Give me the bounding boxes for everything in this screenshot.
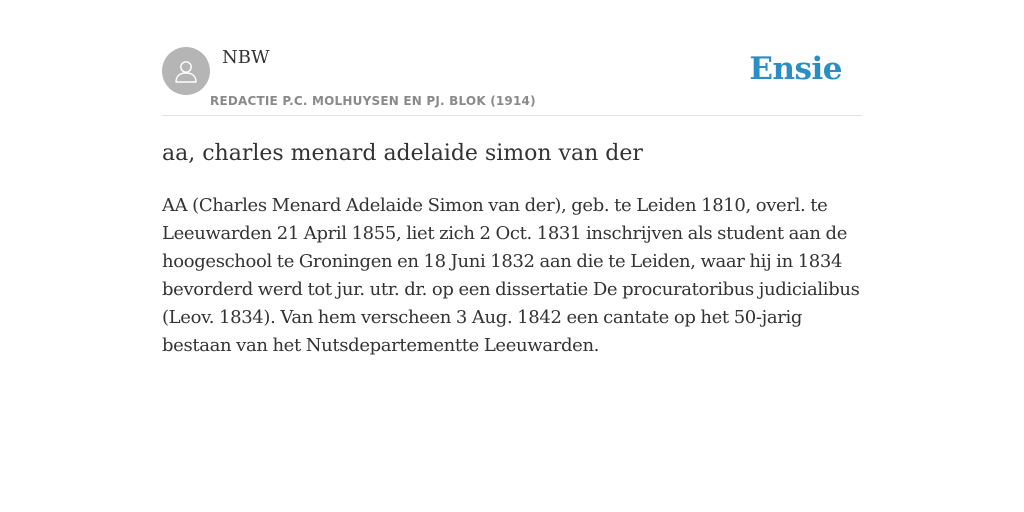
article-title: aa, charles menard adelaide simon van der xyxy=(162,141,643,166)
article-container xyxy=(162,0,862,356)
article-body: AA (Charles Menard Adelaide Simon van der), geb. te Leiden 1810, overl. te Leeuwarden 21 April 1855, liet zich 2 Oct. 1831 inschrijven als student aan de hoogeschool te Groningen en 18 Juni 1832 aan die te Leiden, waar hij in 1834 bevorderd werd tot jur. utr. dr. op een dissertatie De procuratoribus judicialibus (Leov. 1834). Van hem verscheen 3 Aug. 1842 een cantate op het 50-jarig bestaan van het Nutsdepartementte Leeuwarden. xyxy=(162,195,860,356)
author-name[interactable]: NBW xyxy=(222,47,270,68)
author-avatar[interactable] xyxy=(162,47,210,95)
site-logo[interactable]: Ensie xyxy=(749,51,842,87)
source-credit: REDACTIE P.C. MOLHUYSEN EN PJ. BLOK (1914) xyxy=(210,94,536,108)
article-header xyxy=(162,0,862,116)
user-avatar-icon xyxy=(172,57,200,85)
